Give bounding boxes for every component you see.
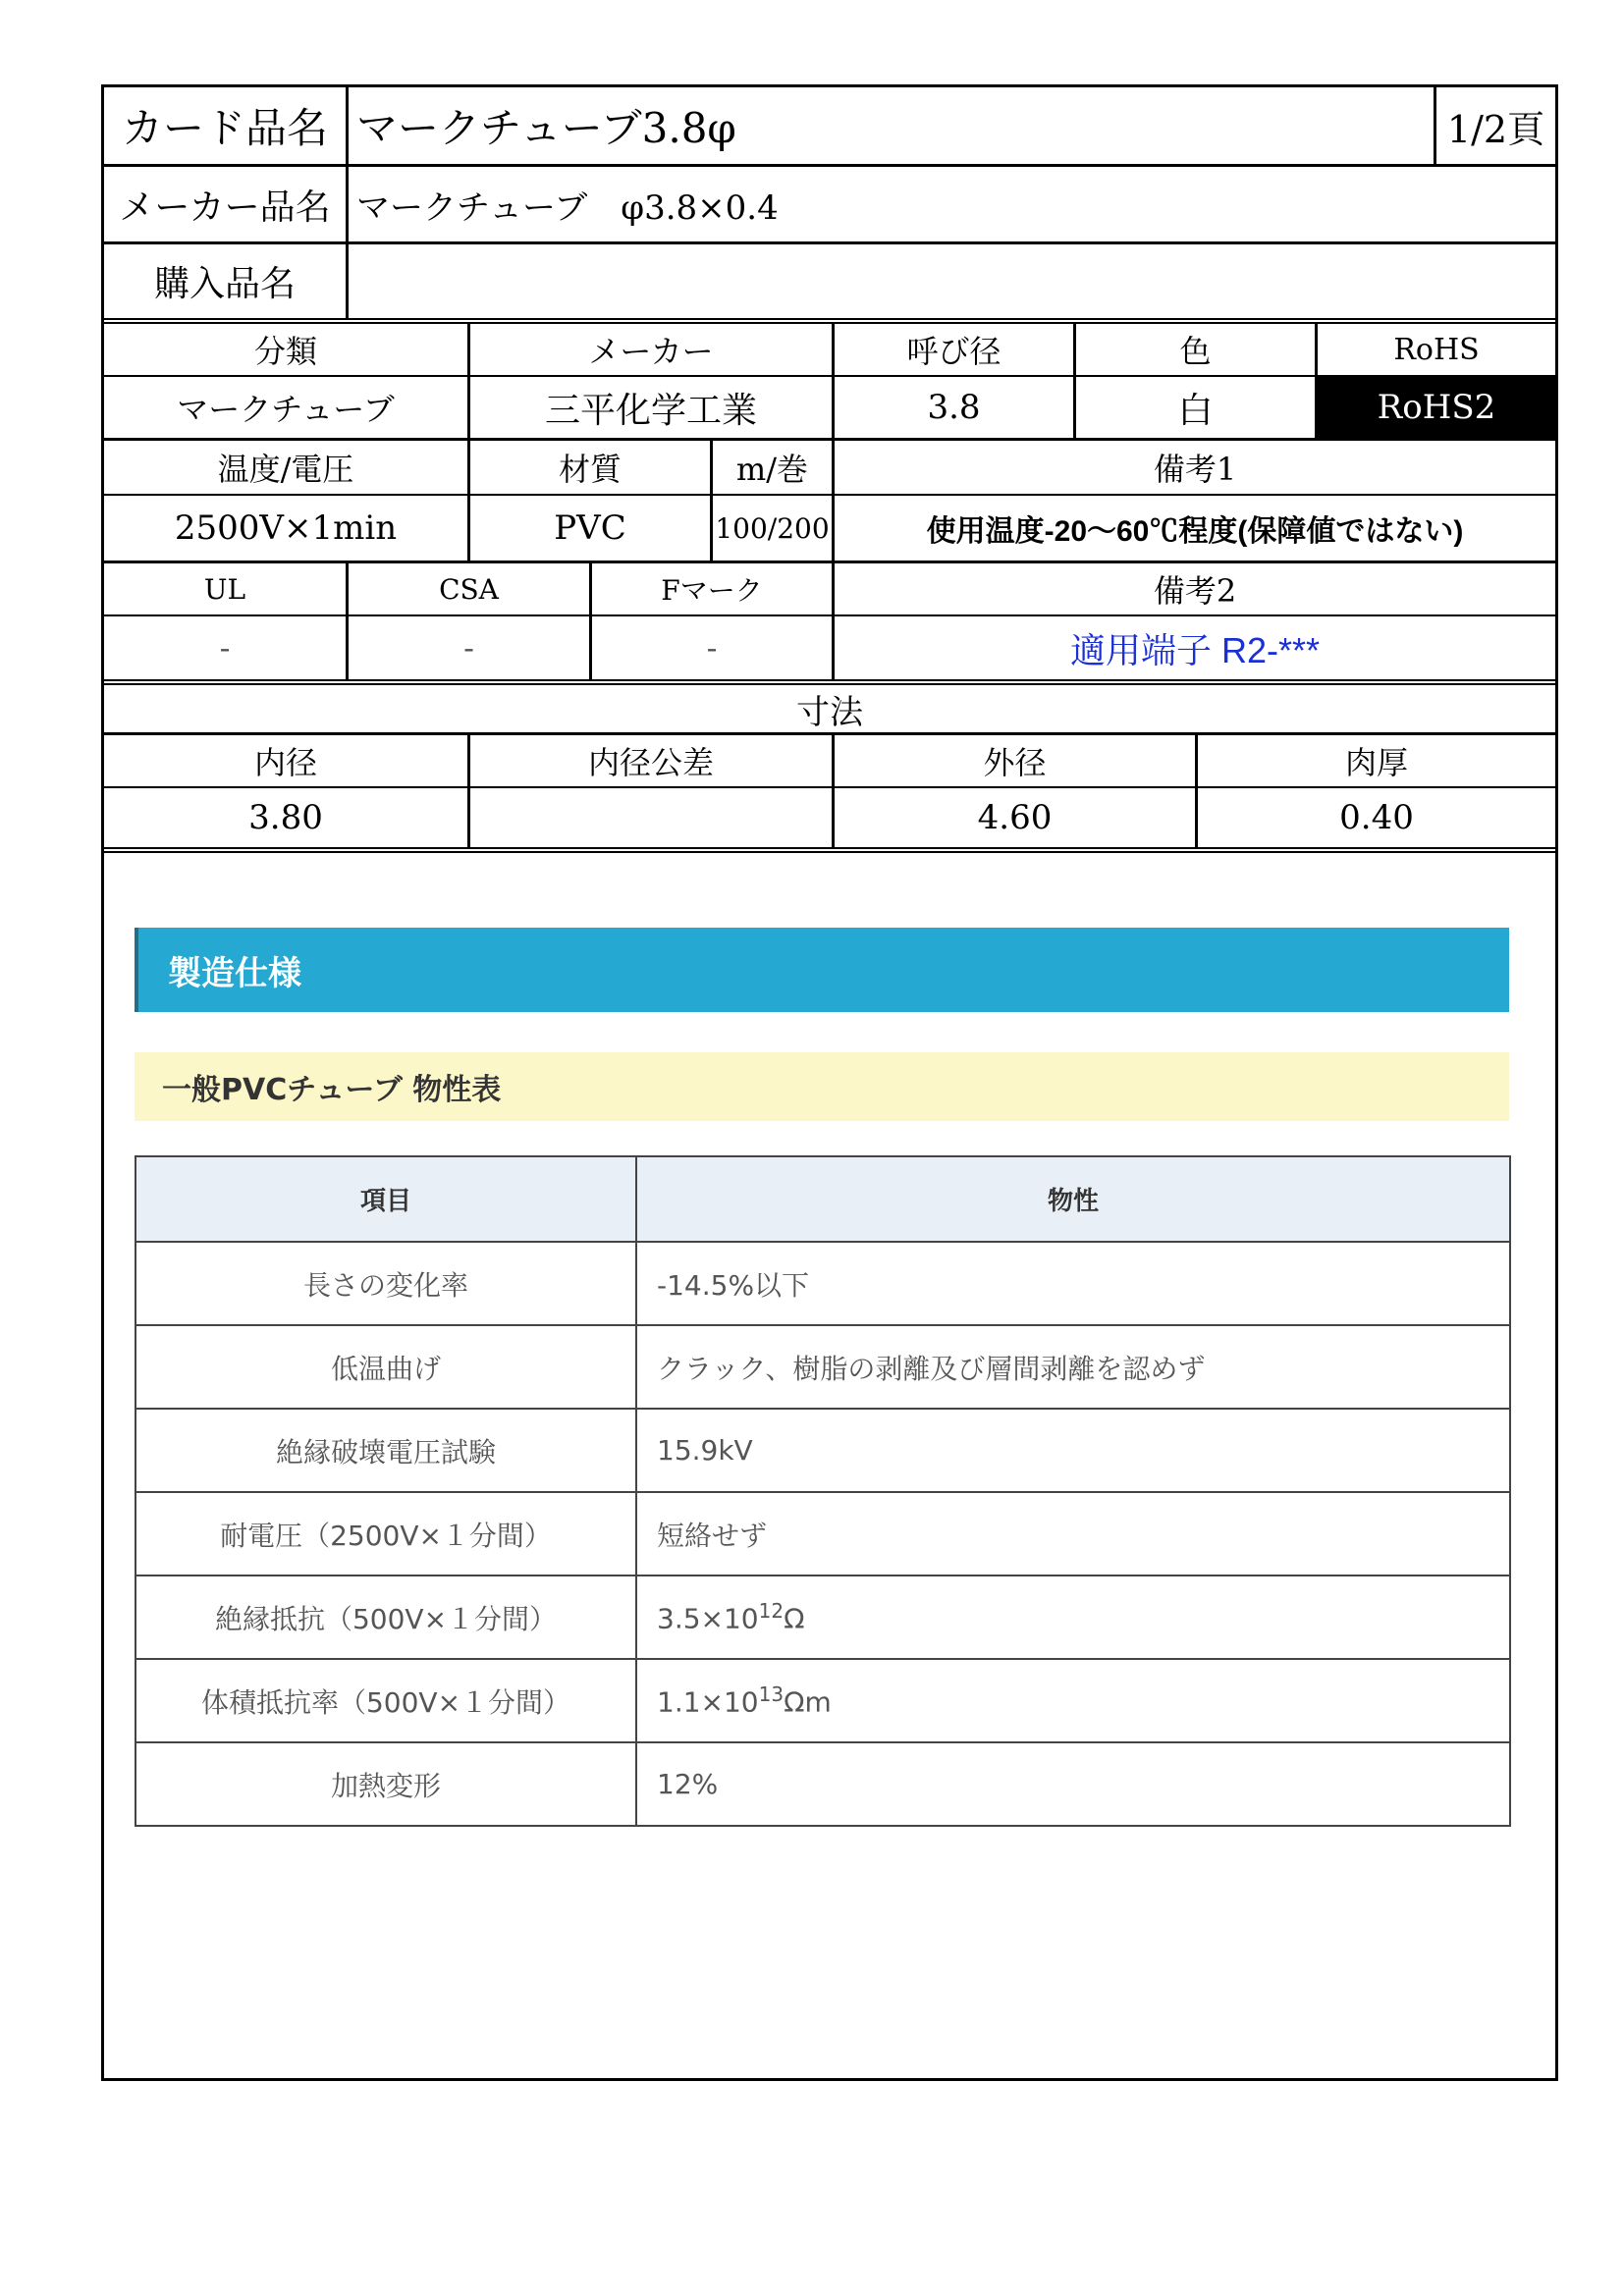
dimensions-title: 寸法 (796, 692, 863, 732)
inner-diameter-label: 内径 (253, 744, 317, 781)
remarks2-value: 適用端子 R2-*** (832, 616, 1555, 679)
rohs-label: RoHS (1315, 324, 1555, 375)
color-value: 白 (1073, 377, 1315, 438)
rohs-value: RoHS2 (1315, 377, 1555, 438)
item-column-header: 項目 (135, 1156, 636, 1242)
category-label: 分類 (253, 333, 317, 370)
ul-label: UL (203, 572, 246, 606)
maker-value: 三平化学工業 (467, 377, 832, 438)
spec-subheading: 一般PVCチューブ 物性表 (135, 1052, 1509, 1121)
value-exponent: 12 (758, 1599, 785, 1624)
row-item: 耐電圧（2500V×１分間） (135, 1492, 636, 1575)
material-label: 材質 (467, 441, 710, 494)
maker-name-label: メーカー品名 (119, 187, 331, 228)
info3-label-row (104, 561, 1555, 614)
properties-header-row (135, 1156, 1510, 1242)
csa-label: CSA (346, 563, 589, 614)
product-card-sheet (101, 84, 1558, 2081)
ul-value: - (219, 629, 231, 667)
remarks2-label: 備考2 (832, 563, 1555, 614)
temp-voltage-label: 温度/電圧 (217, 451, 354, 488)
info2-label-row (104, 438, 1555, 494)
dimensions-title-row (104, 679, 1555, 732)
table-row (135, 1659, 1510, 1742)
row-value: クラック、樹脂の剥離及び層間剥離を認めず (636, 1325, 1510, 1409)
outer-diameter-value: 4.60 (832, 788, 1195, 847)
f-mark-label: Fマーク (589, 563, 832, 614)
manufacturing-spec-section (104, 847, 1555, 2080)
purchase-name-label: 購入品名 (153, 264, 296, 304)
remarks1-label: 備考1 (832, 441, 1555, 494)
row-item: 絶縁抵抗（500V×１分間） (135, 1575, 636, 1659)
nominal-size-value: 3.8 (832, 377, 1073, 438)
material-value: PVC (467, 496, 710, 561)
temp-voltage-value: 2500V×1min (174, 508, 398, 548)
remarks1-value: 使用温度-20～60℃程度(保障値ではない) (832, 496, 1555, 561)
card-name-value: マークチューブ3.8φ (346, 87, 1434, 164)
category-value: マークチューブ (177, 391, 395, 428)
card-name-label: カード品名 (121, 104, 328, 152)
page-number: 1/2頁 (1434, 87, 1555, 164)
dimensions-label-row (104, 732, 1555, 786)
info2-value-row (104, 494, 1555, 561)
info3-value-row (104, 614, 1555, 679)
row-value: -14.5%以下 (636, 1242, 1510, 1325)
outer-diameter-label: 外径 (832, 735, 1195, 786)
maker-name-row (104, 164, 1555, 241)
property-column-header: 物性 (636, 1156, 1510, 1242)
inner-tolerance-value (467, 788, 832, 847)
spec-heading: 製造仕様 (135, 928, 1509, 1012)
row-value: 12% (636, 1742, 1510, 1826)
color-label: 色 (1073, 324, 1315, 375)
row-value: 15.9kV (636, 1409, 1510, 1492)
maker-label: メーカー (467, 324, 832, 375)
properties-table (135, 1155, 1511, 1827)
nominal-size-label: 呼び径 (832, 324, 1073, 375)
row-item: 低温曲げ (135, 1325, 636, 1409)
card-name-row (104, 87, 1555, 164)
row-item: 加熱変形 (135, 1742, 636, 1826)
row-item: 絶縁破壊電圧試験 (135, 1409, 636, 1492)
value-base: 3.5×10 (657, 1602, 759, 1635)
value-base: 1.1×10 (657, 1685, 759, 1719)
per-roll-value: 100/200 (710, 496, 832, 561)
value-exponent: 13 (758, 1682, 785, 1707)
maker-name-value: マークチューブ φ3.8×0.4 (346, 167, 1555, 241)
row-value (636, 1659, 1510, 1742)
info1-label-row (104, 318, 1555, 375)
value-unit: Ωm (784, 1685, 832, 1719)
wall-thickness-value: 0.40 (1195, 788, 1555, 847)
per-roll-label: m/巻 (710, 441, 832, 494)
table-row (135, 1325, 1510, 1409)
table-row (135, 1492, 1510, 1575)
wall-thickness-label: 肉厚 (1195, 735, 1555, 786)
purchase-name-value (346, 244, 1555, 318)
inner-tolerance-label: 内径公差 (467, 735, 832, 786)
csa-value: - (346, 616, 589, 679)
table-row (135, 1742, 1510, 1826)
info1-value-row (104, 375, 1555, 438)
inner-diameter-value: 3.80 (248, 798, 323, 837)
row-value: 短絡せず (636, 1492, 1510, 1575)
table-row (135, 1409, 1510, 1492)
row-item: 体積抵抗率（500V×１分間） (135, 1659, 636, 1742)
row-value (636, 1575, 1510, 1659)
f-mark-value: - (589, 616, 832, 679)
value-unit: Ω (784, 1602, 805, 1635)
purchase-name-row (104, 241, 1555, 318)
dimensions-value-row (104, 786, 1555, 847)
table-row (135, 1242, 1510, 1325)
table-row (135, 1575, 1510, 1659)
row-item: 長さの変化率 (135, 1242, 636, 1325)
